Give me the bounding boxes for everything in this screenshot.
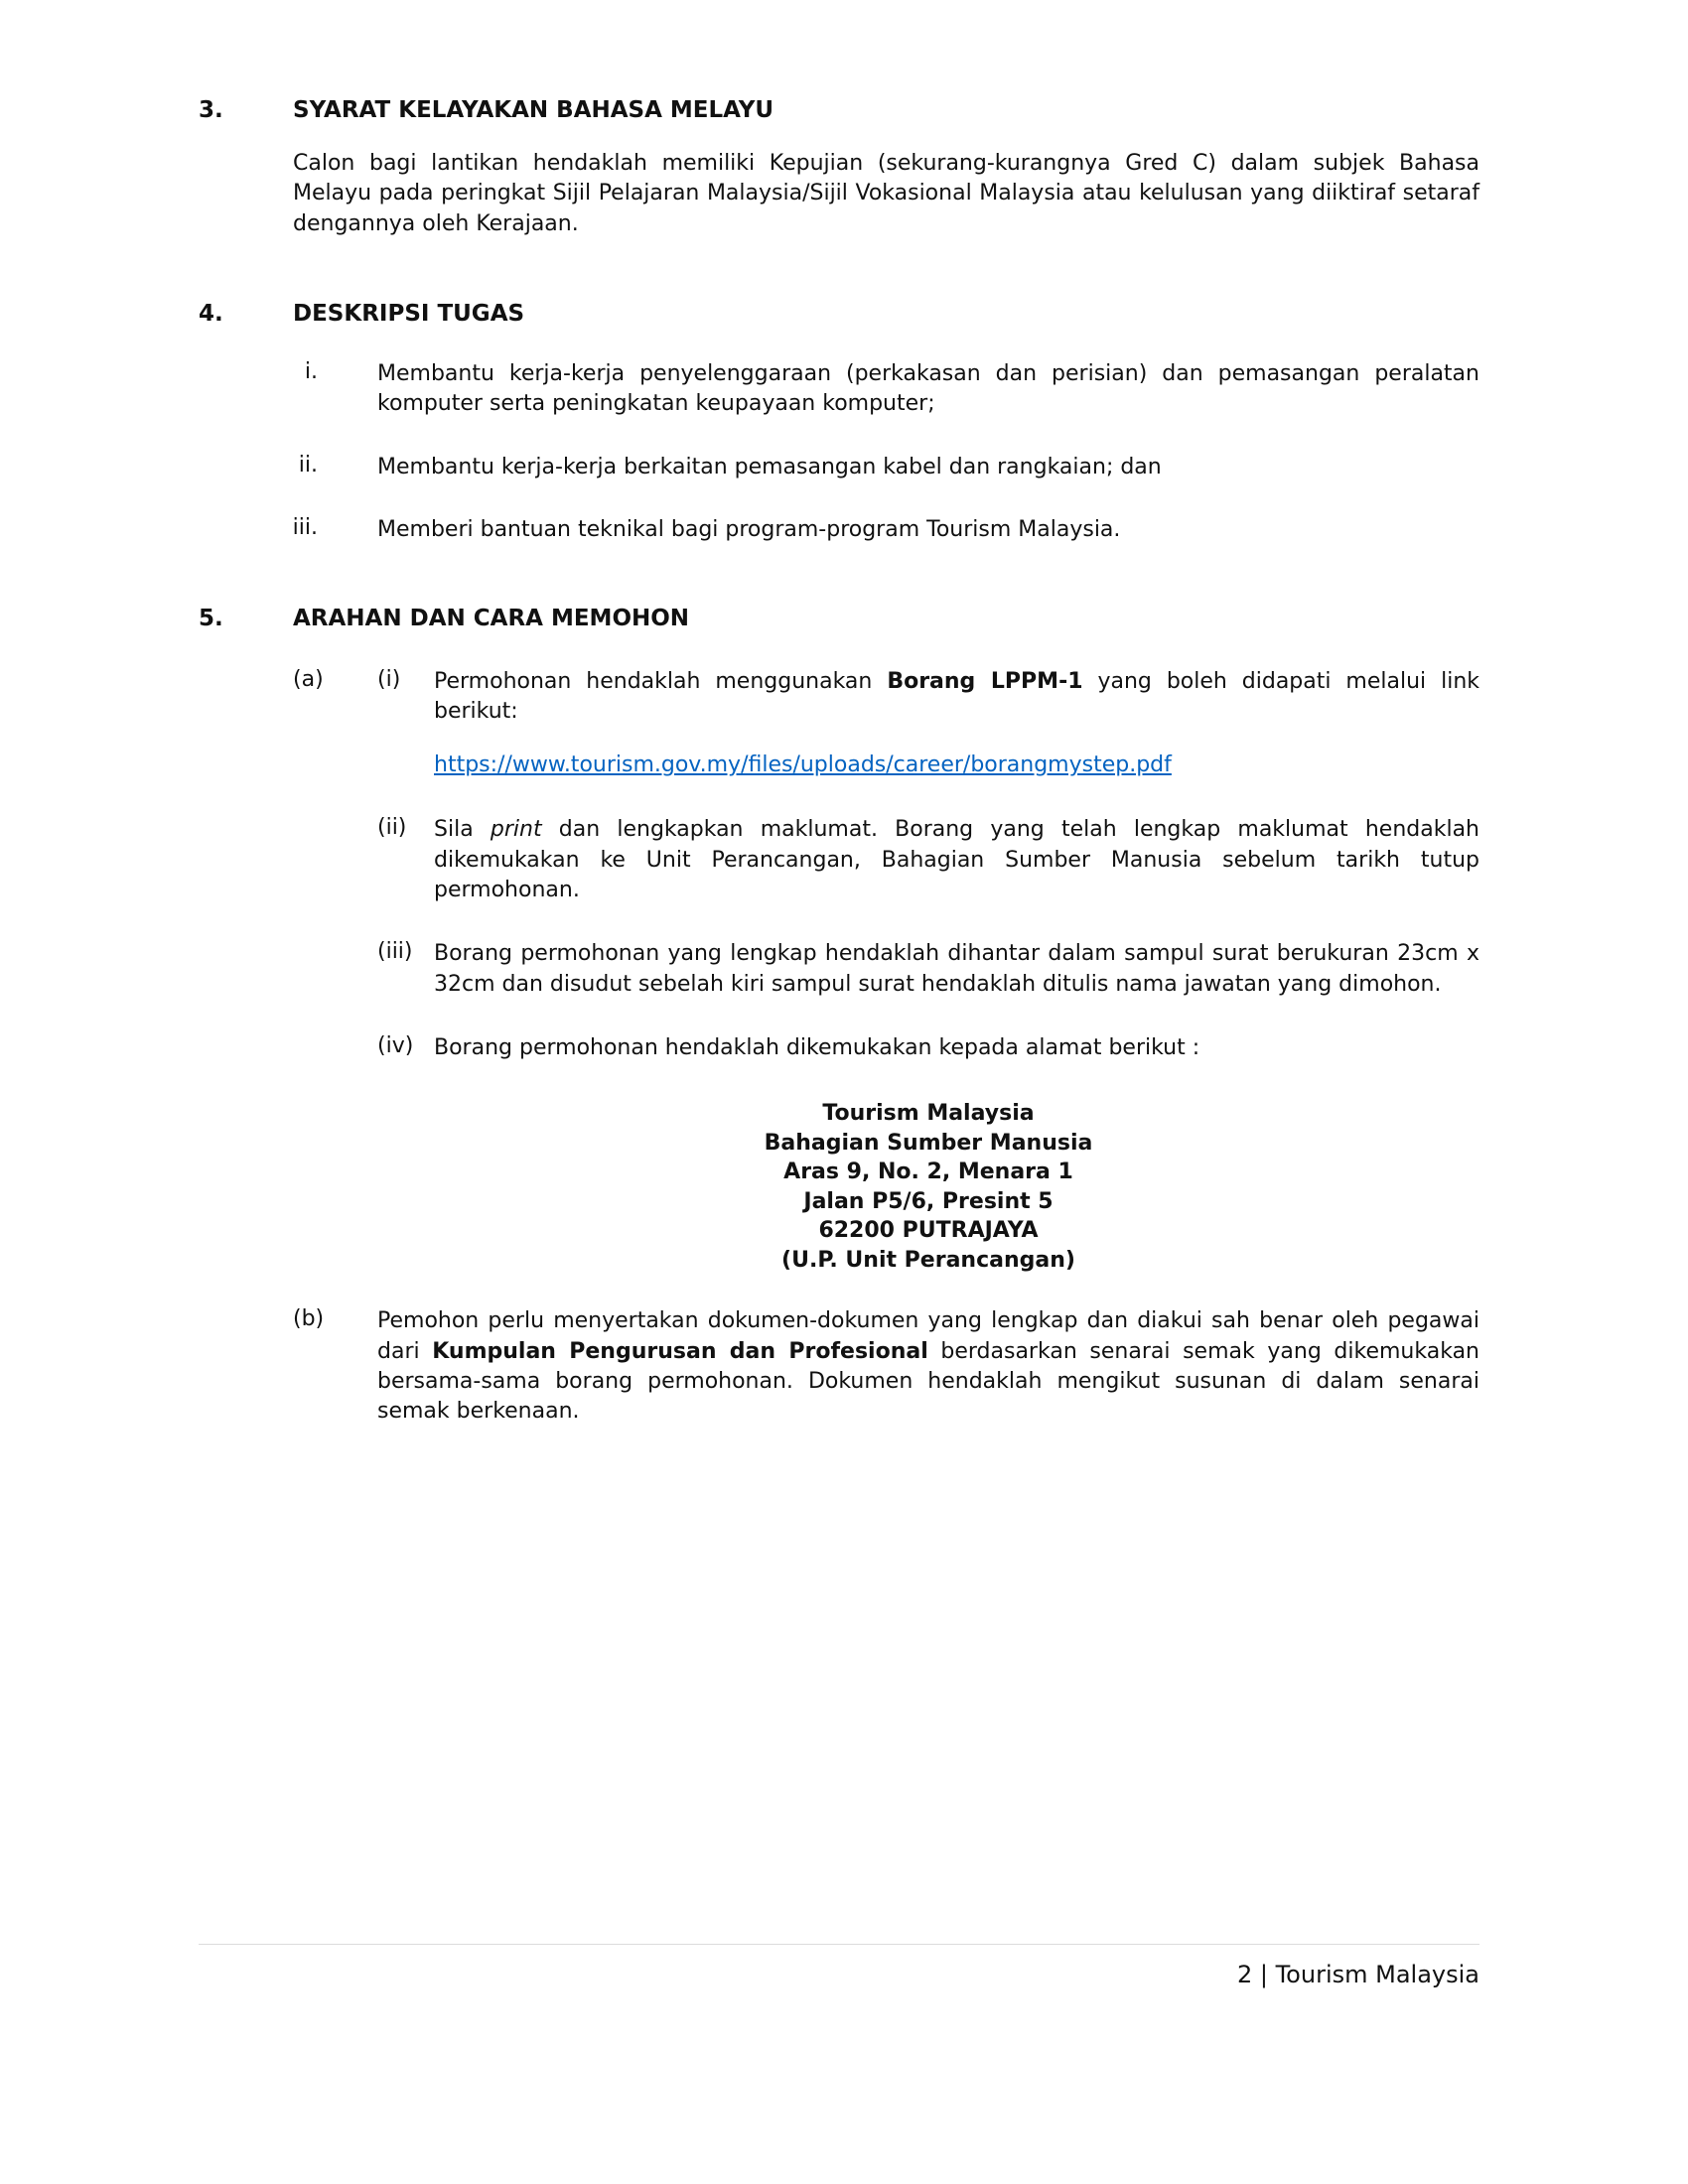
- sub-item-text: Borang permohonan yang lengkap hendaklah dihantar dalam sampul surat berukuran 23cm x 32cm dan disudut sebelah kiri sampul surat hendaklah ditulis nama jawatan yang dimohon.: [434, 941, 1479, 997]
- task-item-text: Membantu kerja-kerja berkaitan pemasangan kabel dan rangkaian; dan: [377, 454, 1162, 479]
- page-footer: [199, 1944, 1479, 1988]
- section-5: [199, 606, 1479, 1428]
- item-a-content: [377, 667, 1479, 1276]
- sub-item-label: (i): [377, 666, 401, 692]
- text-segment: berdasarkan senarai semak yang dikemukakan bersama-sama borang permohonan. Dokumen hendaklah mengikut susunan di dalam senarai semak berkenaan.: [377, 1338, 1479, 1425]
- item-b-label: (b): [293, 1306, 325, 1332]
- link-row: [434, 752, 1479, 777]
- task-item-label: iii.: [292, 515, 318, 541]
- item-a: [293, 667, 1479, 1276]
- task-item: [199, 359, 1479, 420]
- text-segment: dan lengkapkan maklumat. Borang yang telah lengkap maklumat hendaklah dikemukakan ke Unit Perancangan, Bahagian Sumber Manusia sebelum tarikh tutup permohonan.: [434, 817, 1479, 902]
- section-3-body: Calon bagi lantikan hendaklah memiliki Kepujian (sekurang-kurangnya Gred C) dalam subjek Bahasa Melayu pada peringkat Sijil Pelajaran Malaysia/Sijil Vokasional Malaysia atau kelulusan yang diiktiraf setaraf dengannya oleh Kerajaan.: [293, 151, 1479, 236]
- section-number: 5.: [199, 605, 223, 631]
- borang-link[interactable]: https://www.tourism.gov.my/files/uploads/career/borangmystep.pdf: [434, 752, 1172, 778]
- task-item-text: Memberi bantuan teknikal bagi program-program Tourism Malaysia.: [377, 517, 1121, 543]
- task-item-text: Membantu kerja-kerja penyelenggaraan (perkakasan dan perisian) dan pemasangan peralatan komputer serta peningkatan keupayaan komputer;: [377, 361, 1479, 417]
- address-line: Aras 9, No. 2, Menara 1: [783, 1160, 1073, 1185]
- text-segment: Pemohon perlu menyertakan dokumen-dokumen yang lengkap dan diakui sah benar oleh pegawai dari: [377, 1308, 1479, 1364]
- section-5-heading: [199, 606, 1479, 631]
- address-line: 62200 PUTRAJAYA: [818, 1218, 1039, 1244]
- text-segment: Sila: [434, 817, 491, 843]
- sub-item-label: (iii): [377, 939, 413, 965]
- task-item-label: ii.: [298, 452, 318, 478]
- sub-item-text: Borang permohonan hendaklah dikemukakan kepada alamat berikut :: [434, 1035, 1200, 1061]
- section-number: 4.: [199, 301, 223, 328]
- document-page: [199, 97, 1479, 1428]
- sub-item-label: (iv): [377, 1033, 414, 1059]
- section-title: DESKRIPSI TUGAS: [293, 301, 525, 328]
- section-3: [199, 97, 1479, 239]
- text-segment: Permohonan hendaklah menggunakan: [434, 668, 888, 694]
- sub-item-text: [434, 815, 1479, 905]
- address-line: (U.P. Unit Perancangan): [781, 1247, 1075, 1273]
- address-line: Jalan P5/6, Presint 5: [803, 1188, 1054, 1214]
- sub-item-text: [434, 667, 1479, 728]
- borang-bold: Borang LPPM-1: [887, 668, 1083, 694]
- section-title: SYARAT KELAYAKAN BAHASA MELAYU: [293, 97, 774, 123]
- section-3-heading: [199, 97, 1479, 123]
- task-item: [199, 515, 1479, 545]
- text-segment: yang boleh didapati melalui link berikut:: [434, 668, 1480, 724]
- mailing-address: [377, 1099, 1479, 1275]
- address-line: Bahagian Sumber Manusia: [764, 1130, 1093, 1156]
- sub-item-i: [377, 667, 1479, 728]
- item-b-text: [377, 1306, 1479, 1427]
- section-title: ARAHAN DAN CARA MEMOHON: [293, 605, 690, 631]
- sub-item-ii: [377, 815, 1479, 905]
- sub-item-iv: [377, 1033, 1479, 1063]
- print-italic: print: [490, 817, 542, 843]
- address-line: Tourism Malaysia: [822, 1101, 1035, 1127]
- task-item: [199, 453, 1479, 482]
- item-a-label: (a): [293, 666, 324, 692]
- group-bold: Kumpulan Pengurusan dan Profesional: [432, 1338, 928, 1364]
- sub-item-iii: [377, 939, 1479, 1000]
- sub-item-label: (ii): [377, 815, 407, 841]
- section-4: [199, 301, 1479, 545]
- page-number-text: 2 | Tourism Malaysia: [1236, 1961, 1479, 1988]
- section-number: 3.: [199, 97, 223, 123]
- item-b: [293, 1306, 1479, 1427]
- task-item-label: i.: [304, 359, 318, 385]
- section-4-heading: [199, 301, 1479, 327]
